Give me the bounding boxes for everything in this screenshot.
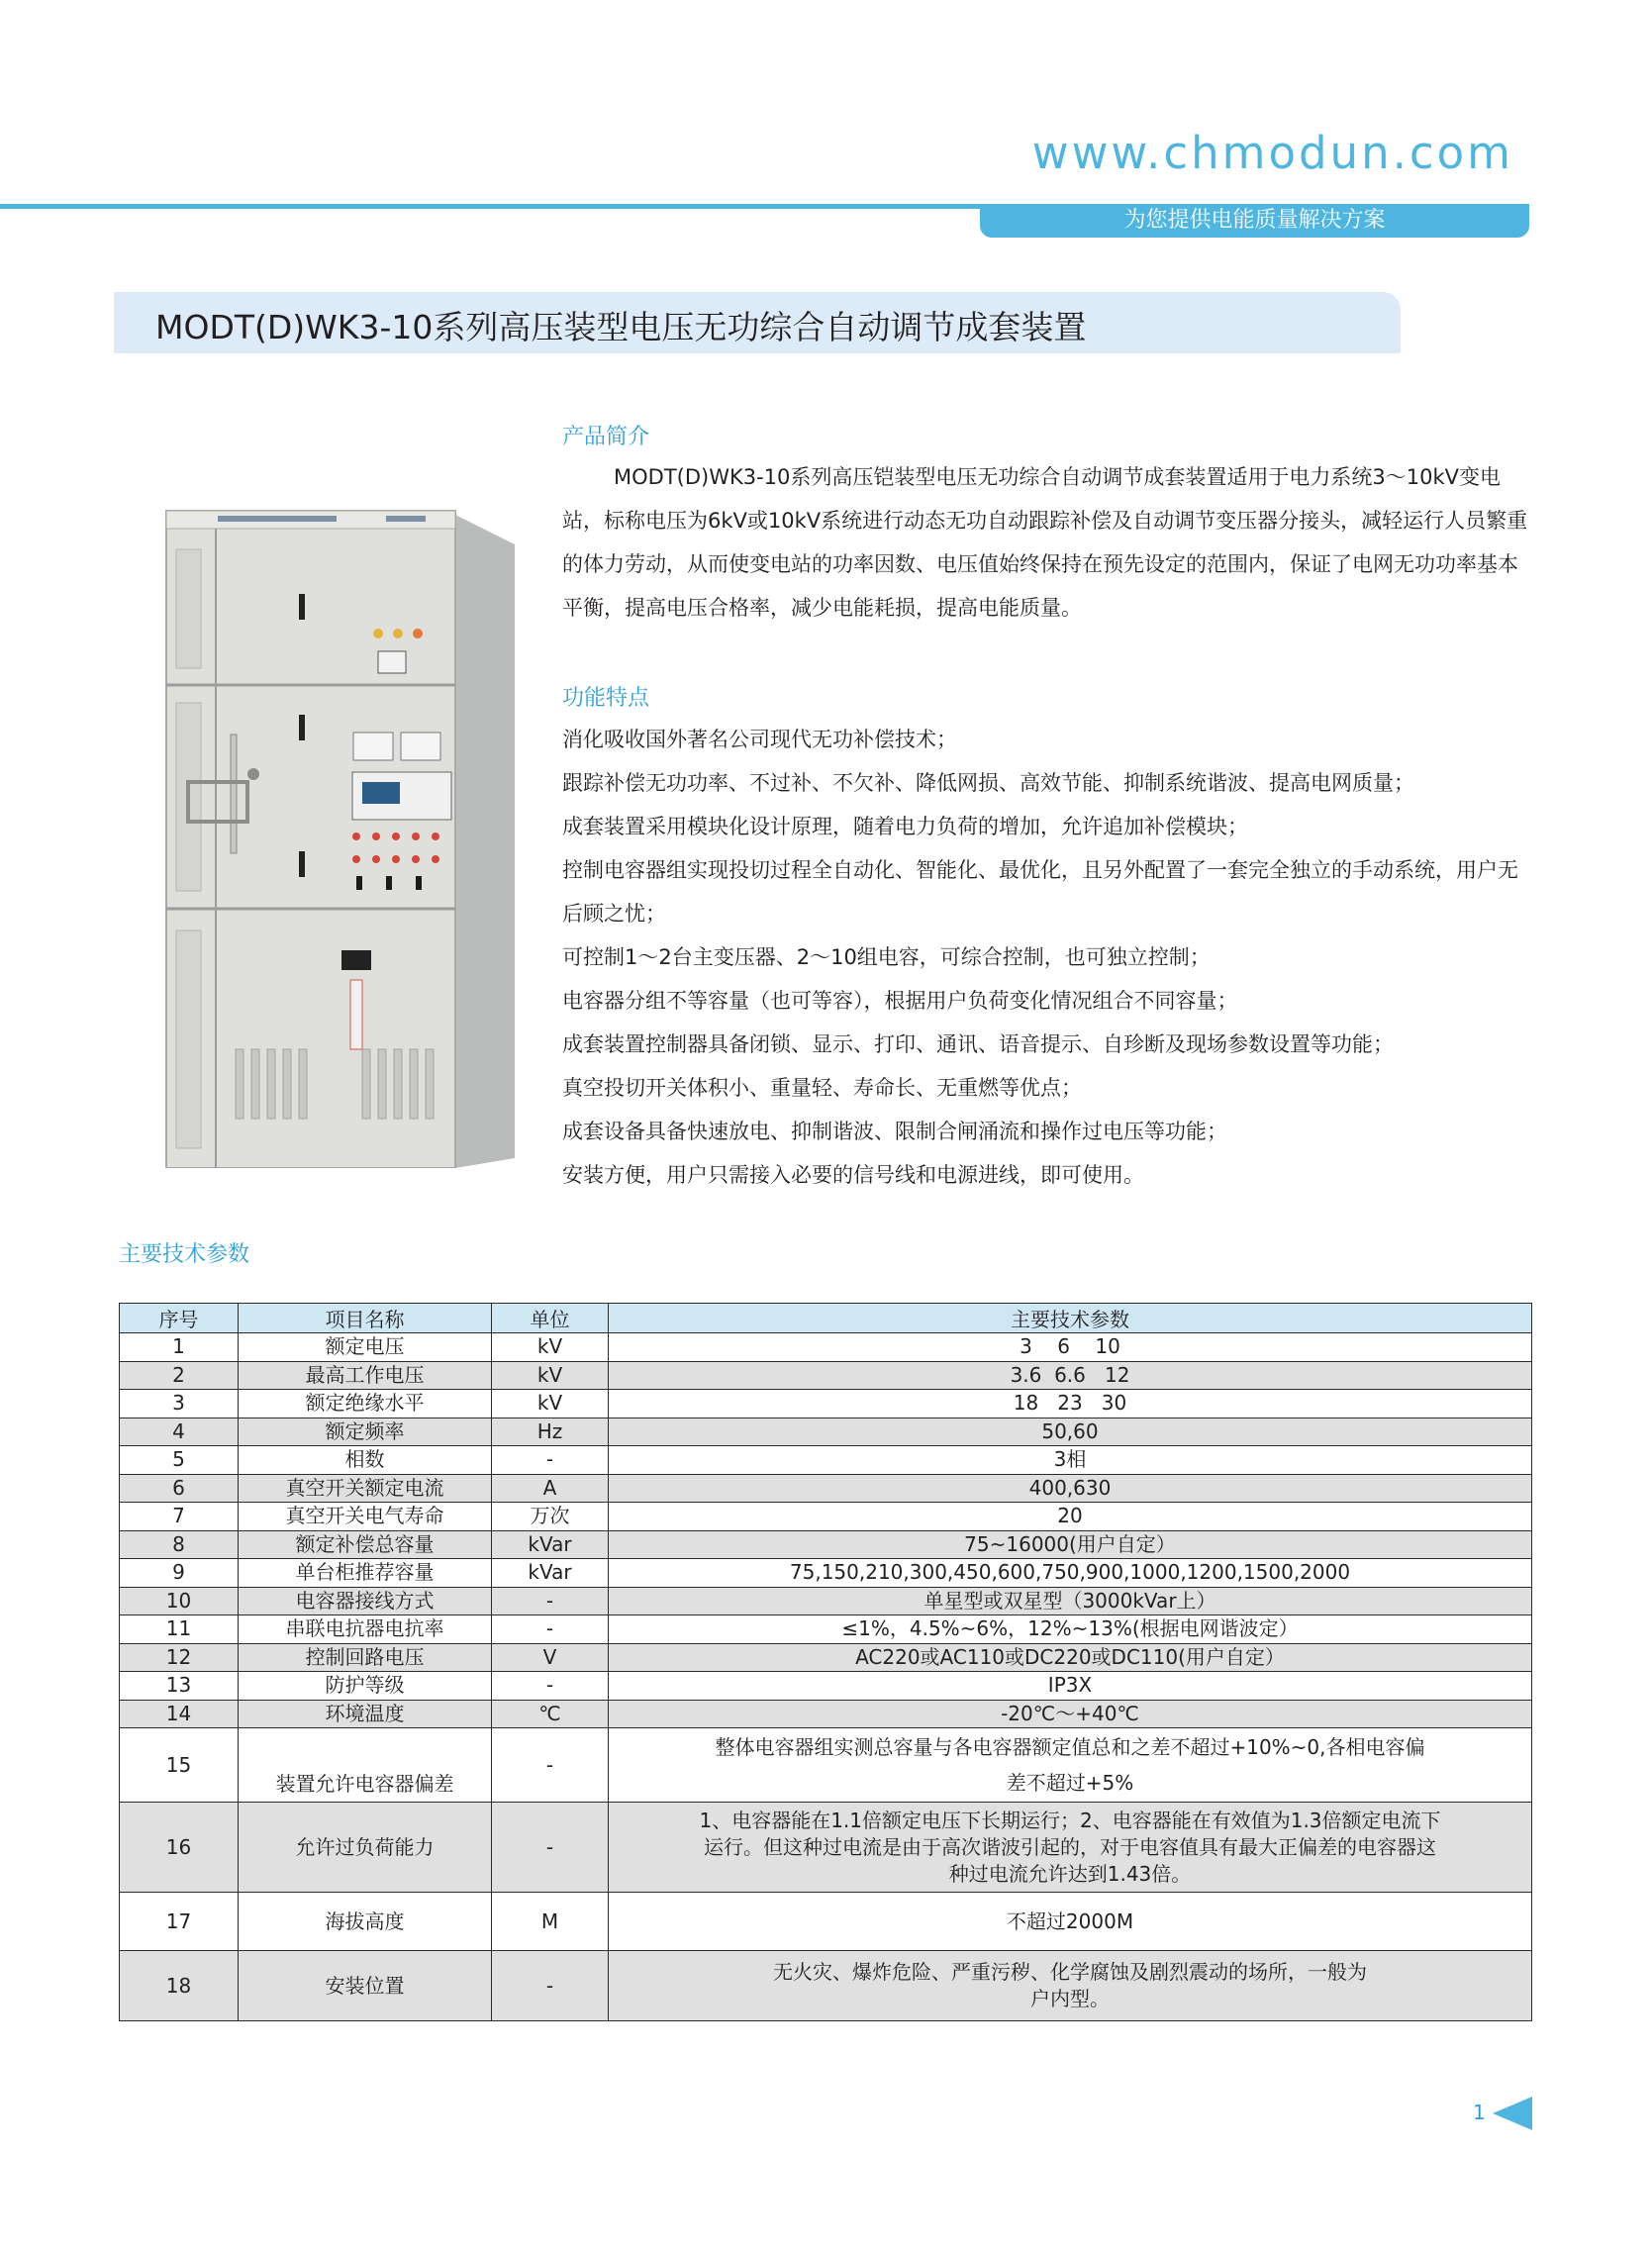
row-unit: Hz: [492, 1418, 609, 1446]
row-no: 5: [120, 1446, 239, 1475]
row-unit: -: [492, 1446, 609, 1475]
cabinet-illustration: [158, 495, 515, 1168]
row-name: 防护等级: [239, 1672, 492, 1701]
spec-heading: 主要技术参数: [119, 1242, 250, 1267]
feature-item: 电容器分组不等容量（也可等容），根据用户负荷变化情况组合不同容量；: [562, 989, 1238, 1013]
row-no: 8: [120, 1530, 239, 1559]
table-row: [120, 1503, 1532, 1531]
row-name: 额定频率: [239, 1418, 492, 1446]
row-unit: kVar: [492, 1530, 609, 1559]
row-unit: kV: [492, 1390, 609, 1418]
row-value-line: 运行。但这种过电流是由于高次谐波引起的，对于电容值具有最大正偏差的电容器这: [704, 1834, 1436, 1859]
row-value: [609, 1803, 1532, 1893]
table-row: [120, 1361, 1532, 1390]
col-header-no: 序号: [120, 1304, 239, 1333]
row-unit: A: [492, 1474, 609, 1503]
row-no: 17: [120, 1893, 239, 1951]
row-no: 3: [120, 1390, 239, 1418]
row-value: 不超过2000M: [609, 1893, 1532, 1951]
page-title: MODT(D)WK3-10系列高压装型电压无功综合自动调节成套装置: [155, 308, 1087, 346]
slogan-tab: 为您提供电能质量解决方案: [980, 204, 1529, 238]
row-name: 环境温度: [239, 1700, 492, 1728]
row-no: 10: [120, 1587, 239, 1615]
row-name: 海拔高度: [239, 1893, 492, 1951]
intro-heading: 产品简介: [562, 425, 650, 449]
page-arrow-icon: [1493, 2097, 1532, 2130]
row-no: 18: [120, 1951, 239, 2021]
table-row: [120, 1643, 1532, 1672]
row-no: 4: [120, 1418, 239, 1446]
row-value: AC220或AC110或DC220或DC110(用户自定）: [609, 1643, 1532, 1672]
row-value: IP3X: [609, 1672, 1532, 1701]
table-row: [120, 1587, 1532, 1615]
feature-item: 成套装置采用模块化设计原理，随着电力负荷的增加，允许追加补偿模块；: [562, 815, 1248, 838]
table-row: [120, 1893, 1532, 1951]
row-name: 额定绝缘水平: [239, 1390, 492, 1418]
table-row: [120, 1728, 1532, 1803]
row-unit: -: [492, 1951, 609, 2021]
row-name: 真空开关额定电流: [239, 1474, 492, 1503]
website-url: www.chmodun.com: [1031, 127, 1513, 179]
row-name: 额定补偿总容量: [239, 1530, 492, 1559]
table-row: [120, 1700, 1532, 1728]
row-name: 串联电抗器电抗率: [239, 1615, 492, 1644]
col-header-unit: 单位: [492, 1304, 609, 1333]
row-name: 真空开关电气寿命: [239, 1503, 492, 1531]
row-no: 7: [120, 1503, 239, 1531]
row-value: 18 23 30: [609, 1390, 1532, 1418]
row-name: 单台柜推荐容量: [239, 1559, 492, 1588]
row-name: 装置允许电容器偏差: [239, 1728, 492, 1803]
row-value: [609, 1728, 1532, 1803]
intro-paragraph: [562, 455, 1532, 630]
row-unit: -: [492, 1615, 609, 1644]
row-no: 14: [120, 1700, 239, 1728]
row-value-line: 无火灾、爆炸危险、严重污秽、化学腐蚀及剧烈震动的场所，一般为: [773, 1960, 1367, 1984]
table-row: [120, 1615, 1532, 1644]
row-value: 50,60: [609, 1418, 1532, 1446]
page-number: 1: [1473, 2101, 1486, 2124]
row-no: 16: [120, 1803, 239, 1893]
row-unit: -: [492, 1672, 609, 1701]
title-bar: [114, 292, 1401, 353]
feature-item: 成套装置控制器具备闭锁、显示、打印、通讯、语音提示、自珍断及现场参数设置等功能；: [562, 1032, 1394, 1056]
row-no: 6: [120, 1474, 239, 1503]
row-value: [609, 1951, 1532, 2021]
row-value: 3.6 6.6 12: [609, 1361, 1532, 1390]
feature-item: 控制电容器组实现投切过程全自动化、智能化、最优化，且另外配置了一套完全独立的手动系统，用户无后顾之忧；: [562, 858, 1518, 926]
spec-header-row: [120, 1304, 1532, 1333]
features-list: [562, 718, 1532, 1197]
table-row: [120, 1672, 1532, 1701]
row-value: 400,630: [609, 1474, 1532, 1503]
feature-item: 跟踪补偿无功功率、不过补、不欠补、降低网损、高效节能、抑制系统谐波、提高电网质量；: [562, 771, 1414, 795]
row-no: 2: [120, 1361, 239, 1390]
table-row: [120, 1333, 1532, 1362]
row-value-line: 整体电容器组实测总容量与各电容器额定值总和之差不超过+10%~0,各相电容偏: [715, 1735, 1425, 1759]
col-header-name: 项目名称: [239, 1304, 492, 1333]
intro-text: MODT(D)WK3-10系列高压铠装型电压无功综合自动调节成套装置适用于电力系统3～10kV变电站，标称电压为6kV或10kV系统进行动态无功自动跟踪补偿及自动调节变压器分接头，减轻运行人员繁重的体力劳动，从而使变电站的功率因数、电压值始终保持在预先设定的范围内，保证了电网无功功率基本平衡，提高电压合格率，减少电能耗损，提高电能质量。: [562, 465, 1528, 620]
row-name: 允许过负荷能力: [239, 1803, 492, 1893]
row-value-line: 1、电容器能在1.1倍额定电压下长期运行；2、电容器能在有效值为1.3倍额定电流下: [699, 1808, 1441, 1832]
spec-table: [119, 1303, 1532, 2021]
row-unit: -: [492, 1728, 609, 1803]
row-name: 额定电压: [239, 1333, 492, 1362]
row-value: ≤1%，4.5%~6%，12%~13%(根据电网谐波定）: [609, 1615, 1532, 1644]
row-value: 75~16000(用户自定）: [609, 1530, 1532, 1559]
row-value-line: 差不超过+5%: [1006, 1771, 1134, 1795]
row-unit: kV: [492, 1333, 609, 1362]
features-heading: 功能特点: [562, 686, 650, 711]
table-row: [120, 1951, 1532, 2021]
row-name: 最高工作电压: [239, 1361, 492, 1390]
row-name: 相数: [239, 1446, 492, 1475]
row-value: 3 6 10: [609, 1333, 1532, 1362]
table-row: [120, 1474, 1532, 1503]
row-value-line: 种过电流允许达到1.43倍。: [948, 1861, 1192, 1886]
row-unit: M: [492, 1893, 609, 1951]
row-unit: V: [492, 1643, 609, 1672]
row-name: 控制回路电压: [239, 1643, 492, 1672]
feature-item: 成套设备具备快速放电、抑制谐波、限制合闸涌流和操作过电压等功能；: [562, 1120, 1227, 1143]
table-row: [120, 1530, 1532, 1559]
row-no: 13: [120, 1672, 239, 1701]
feature-item: 消化吸收国外著名公司现代无功补偿技术；: [562, 728, 957, 751]
row-value: 3相: [609, 1446, 1532, 1475]
row-no: 11: [120, 1615, 239, 1644]
table-row: [120, 1390, 1532, 1418]
row-no: 1: [120, 1333, 239, 1362]
row-value: 单星型或双星型（3000kVar上）: [609, 1587, 1532, 1615]
table-row: [120, 1418, 1532, 1446]
table-row: [120, 1559, 1532, 1588]
row-no: 9: [120, 1559, 239, 1588]
row-name: 安装位置: [239, 1951, 492, 2021]
feature-item: 可控制1～2台主变压器、2～10组电容，可综合控制，也可独立控制；: [562, 945, 1211, 969]
row-unit: 万次: [492, 1503, 609, 1531]
row-value-line: 户内型。: [1030, 1987, 1110, 2010]
row-name: 电容器接线方式: [239, 1587, 492, 1615]
feature-item: 真空投切开关体积小、重量轻、寿命长、无重燃等优点；: [562, 1076, 1082, 1100]
col-header-value: 主要技术参数: [609, 1304, 1532, 1333]
table-row: [120, 1803, 1532, 1893]
row-value: 20: [609, 1503, 1532, 1531]
table-row: [120, 1446, 1532, 1475]
row-unit: -: [492, 1803, 609, 1893]
row-unit: -: [492, 1587, 609, 1615]
row-unit: kV: [492, 1361, 609, 1390]
row-unit: ℃: [492, 1700, 609, 1728]
row-no: 15: [120, 1728, 239, 1803]
row-value: -20℃～+40℃: [609, 1700, 1532, 1728]
feature-item: 安装方便，用户只需接入必要的信号线和电源进线，即可使用。: [562, 1163, 1144, 1187]
row-value: 75,150,210,300,450,600,750,900,1000,1200,1500,2000: [609, 1559, 1532, 1588]
row-no: 12: [120, 1643, 239, 1672]
row-unit: kVar: [492, 1559, 609, 1588]
